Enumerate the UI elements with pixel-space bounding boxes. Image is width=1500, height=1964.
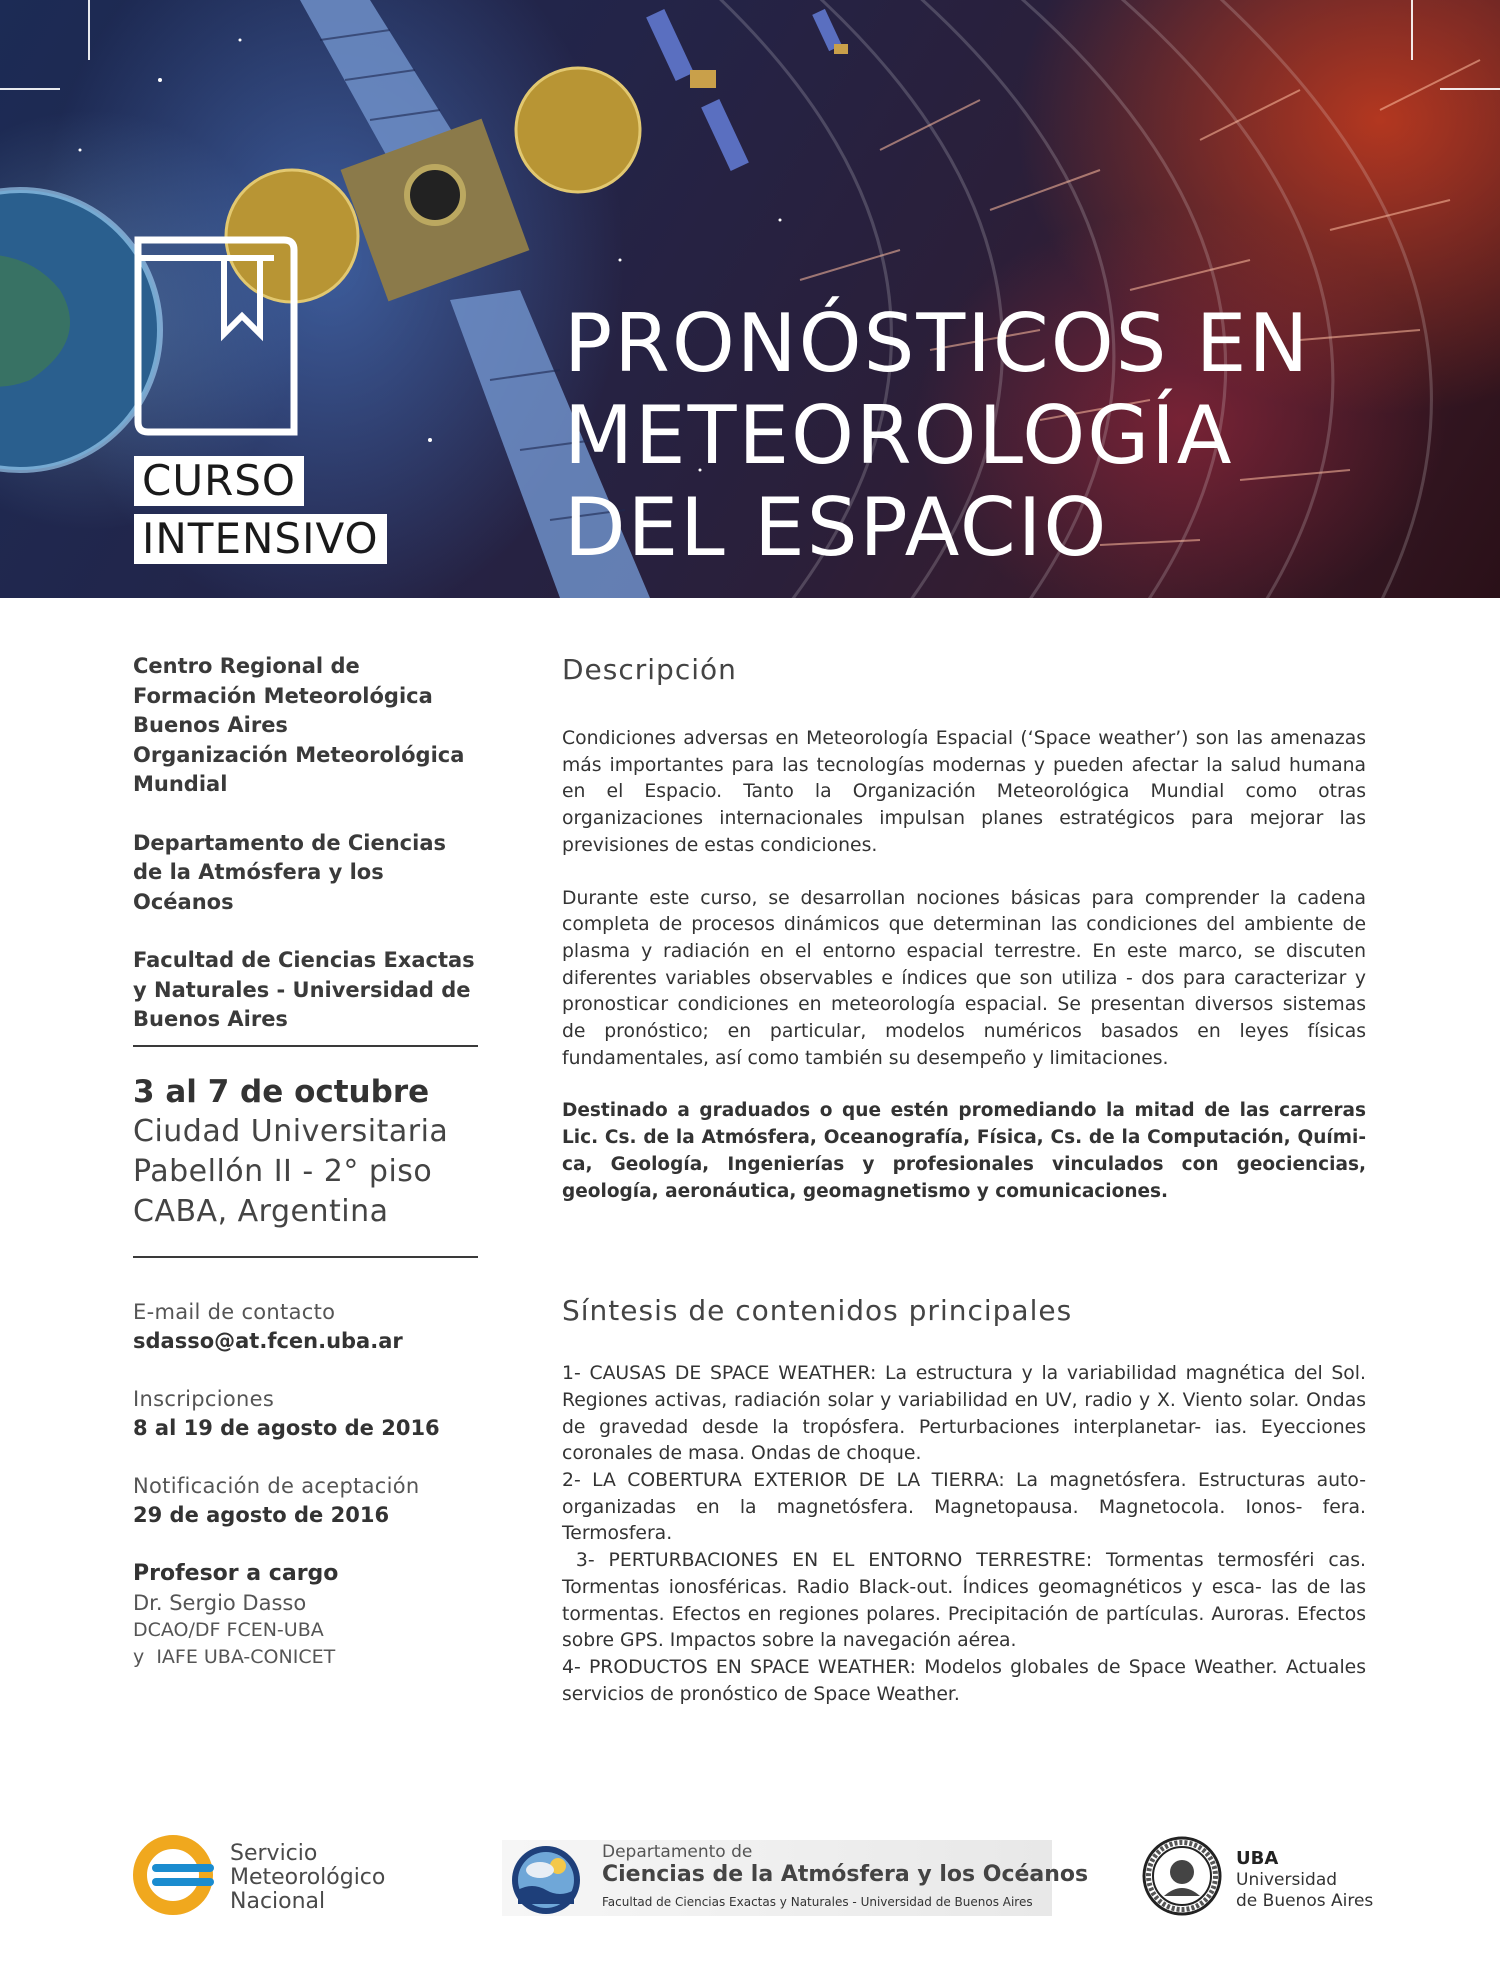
description-paragraph: Condiciones adversas en Meteorología Espacial (‘Space weather’) son las amenazas más importantes para las tecnologías modernas y pueden afectar la salud humana en el Espacio. Tanto la Organización Meteorológica Mundial como otras organizaciones internacionales impulsan planes estratégicos para mejorar las previsiones de estas condiciones. <box>562 728 1366 856</box>
organizer-line: Buenos Aires <box>133 713 288 737</box>
organizer-line: Océanos <box>133 889 234 914</box>
organizer-line: Departamento de Ciencias <box>133 830 447 855</box>
course-tag-line2: INTENSIVO <box>134 514 387 564</box>
smn-name-line: Meteorológico <box>230 1865 386 1890</box>
hero-banner <box>0 0 1500 598</box>
crop-mark <box>0 88 60 90</box>
audience-paragraph: Destinado a graduados o que estén promediando la mitad de las carreras Lic. Cs. de la Atmósfera, Oceanografía, Física, Cs. de la Computación, Quími- ca, Geología, Ingenierías y profesionales vinculados con geociencias, geología, aeronáutica, geomagnetismo y comunicaciones. <box>562 1100 1366 1202</box>
smn-logo-block <box>132 1834 432 1916</box>
profesor-block <box>133 1559 483 1671</box>
venue-line: Pabellón II - 2° piso <box>133 1153 433 1189</box>
venue-line: CABA, Argentina <box>133 1193 389 1229</box>
smn-name-line: Nacional <box>230 1889 326 1914</box>
course-tag-line1: CURSO <box>134 456 304 506</box>
book-icon <box>134 236 298 436</box>
inscripciones-block <box>133 1385 483 1443</box>
email-link[interactable]: sdasso@at.fcen.uba.ar <box>133 1328 403 1353</box>
crop-mark <box>1440 88 1500 90</box>
dcao-logo-block <box>502 1840 1089 1916</box>
list-item: 2- LA COBERTURA EXTERIOR DE LA TIERRA: La magnetósfera. Estructuras auto-organizadas en la magnetósfera. Magnetopausa. Magnetocola. Ionos- fera. Termosfera. <box>562 1470 1366 1545</box>
organizer-line: Buenos Aires <box>133 1007 288 1031</box>
organizer-line: de la Atmósfera y los <box>133 860 384 884</box>
uba-seal-icon <box>1142 1836 1222 1916</box>
title-line: PRONÓSTICOS EN <box>564 297 1311 390</box>
sidebar-info <box>133 652 483 1671</box>
uba-name-line: Universidad <box>1236 1870 1338 1890</box>
organizer-block <box>133 652 483 800</box>
contact-block <box>133 1298 483 1356</box>
organizer-line: Formación Meteorológica <box>133 683 433 708</box>
synthesis-heading: Síntesis de contenidos principales <box>562 1294 1073 1328</box>
title-line: METEOROLOGÍA <box>564 389 1234 482</box>
inscripciones-label: Inscripciones <box>133 1386 275 1411</box>
organizer-block <box>133 829 483 918</box>
list-item: 1- CAUSAS DE SPACE WEATHER: La estructura y la variabilidad magnética del Sol. Regiones activas, radiación solar y variabilidad en UV, radio y X. Viento solar. Ondas de gravedad desde la tropósfera. Perturbaciones interplanetar- ias. Eyecciones coronales de masa. Ondas de choque. <box>562 1363 1366 1465</box>
description-heading: Descripción <box>562 653 737 686</box>
venue-line: Ciudad Universitaria <box>133 1113 449 1149</box>
notificacion-date: 29 de agosto de 2016 <box>133 1502 390 1527</box>
dcao-logo-icon <box>510 1844 582 1916</box>
divider <box>133 1256 478 1258</box>
dcao-name: Ciencias de la Atmósfera y los Océanos <box>602 1862 1089 1887</box>
crop-mark <box>1411 0 1413 60</box>
organizer-line: Mundial <box>133 772 228 796</box>
main-content <box>562 650 1372 1708</box>
profesor-affiliation: DCAO/DF FCEN-UBA <box>133 1618 324 1641</box>
email-label: E-mail de contacto <box>133 1299 336 1324</box>
uba-acronym: UBA <box>1236 1848 1279 1869</box>
dcao-faculty: Facultad de Ciencias Exactas y Naturales - Universidad de Buenos Aires <box>602 1895 1033 1909</box>
notificacion-label: Notificación de aceptación <box>133 1473 420 1498</box>
description-paragraph: Durante este curso, se desarrollan nociones básicas para comprender la cadena completa de procesos dinámicos que determinan las condiciones del ambiente de plasma y radiación en el entorno espacial terrestre. En este marco, se discuten diferentes variables observables e índices que son utiliza - dos para caracterizar y pronosticar condiciones en meteorología espacial. Se presentan diversos sistemas de pronóstico; en particular, modelos numéricos basados en leyes físicas fundamentales, así como también su desempeño y limitaciones. <box>562 887 1366 1069</box>
profesor-affiliation: y IAFE UBA-CONICET <box>133 1645 336 1668</box>
list-item: 3- PERTURBACIONES EN EL ENTORNO TERRESTRE: Tormentas termosféri cas. Tormentas ionosféricas. Radio Black-out. Índices geomagnéticos y esca- las de las tormentas. Efectos en regiones polares. Precipitación de partículas. Auroras. Efectos sobre GPS. Impactos sobre la navegación aérea. <box>562 1550 1372 1652</box>
uba-name <box>1236 1870 1373 1912</box>
notificacion-block <box>133 1472 483 1530</box>
smn-name-line: Servicio <box>230 1841 318 1866</box>
divider <box>133 1045 478 1047</box>
crop-mark <box>88 0 90 60</box>
organizer-line: Organización Meteorológica <box>133 742 465 767</box>
page-title <box>564 298 1310 574</box>
title-line: DEL ESPACIO <box>564 481 1109 574</box>
dcao-label: Departamento de <box>602 1842 753 1862</box>
uba-name-line: de Buenos Aires <box>1236 1891 1374 1911</box>
event-date: 3 al 7 de octubre <box>133 1073 430 1110</box>
organizer-block <box>133 946 483 1035</box>
profesor-name: Dr. Sergio Dasso <box>133 1590 307 1615</box>
smn-name <box>230 1842 385 1914</box>
list-item: 4- PRODUCTOS EN SPACE WEATHER: Modelos globales de Space Weather. Actuales servicios de pronóstico de Space Weather. <box>562 1656 1366 1705</box>
organizer-line: y Naturales - Universidad de <box>133 977 471 1002</box>
profesor-label: Profesor a cargo <box>133 1560 339 1586</box>
organizer-line: Facultad de Ciencias Exactas <box>133 948 475 972</box>
inscripciones-dates: 8 al 19 de agosto de 2016 <box>133 1415 440 1440</box>
organizer-line: Centro Regional de <box>133 654 360 678</box>
synthesis-list <box>562 1361 1372 1708</box>
uba-logo-block <box>1142 1836 1382 1916</box>
smn-logo-icon <box>132 1834 214 1916</box>
